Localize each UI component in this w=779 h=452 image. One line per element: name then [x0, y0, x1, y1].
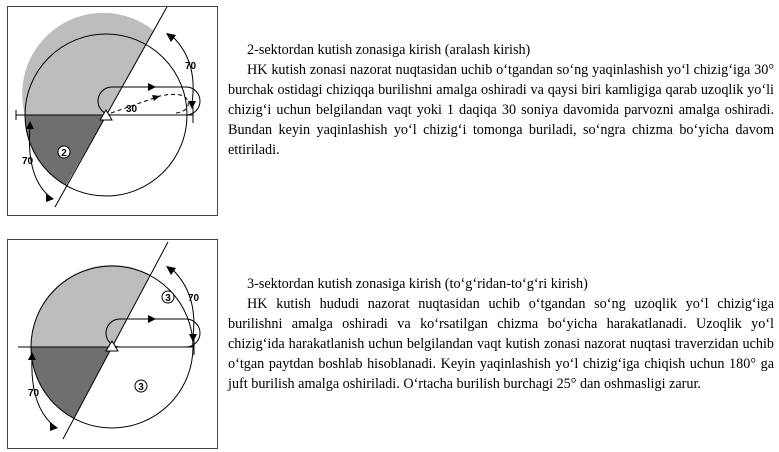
- section-body: HK kutish hududi nazorat nuqtasidan uchib o‘tgandan so‘ng uzoqlik yo‘l chizig‘iga burilishni amalga oshiradi va ko‘rsatilgan chizma bo‘yicha harakatlanadi. Uzoqlik yo‘l chizig‘ida harakatlanish uchun belgilandan vaqt kutish zonasi nazorat nuqtasi traverzidan uchib o‘tgan paytdan boshlab hisoblanadi. Keyin yaqinlashish yo‘l chizig‘iga chiqish uchun 180° ga juft burilish amalga oshiriladi. O‘rtacha burilish burchagi 25° dan oshmasligi zarur.: [228, 296, 774, 392]
- sector-marker-number: 3: [138, 382, 144, 393]
- section-title: 3-sektordan kutish zonasiga kirish (to‘g‘ridan-to‘g‘ri kirish): [247, 276, 588, 292]
- section-sector-3: [228, 274, 774, 394]
- holding-pattern-diagram-2: [8, 240, 217, 448]
- sector-marker-number: 3: [165, 293, 171, 304]
- direction-arrow: [148, 315, 156, 323]
- arc-arrow: [188, 101, 196, 109]
- figure-sector-2-entry: [7, 6, 218, 216]
- direction-arrow: [152, 95, 160, 101]
- sector-light-region: [31, 265, 151, 347]
- figure-sector-3-entry: [7, 239, 218, 449]
- section-title: 2-sektordan kutish zonasiga kirish (aralash kirish): [247, 42, 531, 58]
- label-outbound-time: 70: [188, 293, 200, 304]
- arc-arrow: [46, 193, 54, 202]
- sector-dark-region: [31, 347, 112, 419]
- arc-arrow: [189, 334, 197, 342]
- sector-marker-number: 2: [61, 148, 67, 159]
- label-inbound-time: 70: [22, 156, 34, 167]
- label-turn-angle: 30: [126, 104, 138, 115]
- holding-pattern-diagram-1: [8, 7, 217, 215]
- arc-arrow: [166, 266, 176, 275]
- direction-arrow: [148, 83, 156, 91]
- label-inbound-time: 70: [28, 388, 40, 399]
- sector-light-region: [22, 13, 153, 115]
- section-body: HK kutish zonasi nazorat nuqtasidan uchib o‘tgandan so‘ng yaqinlashish yo‘l chizig‘iga 30° burchak ostidagi chiziqqa burilishni amalga oshiradi va qaysi biri kamligiga qarab uzoqlik yo‘li chizig‘i uchun belgilandan vaqt yoki 1 daqiqa 30 soniya davomida parvozni amalga oshiradi. Bundan keyin yaqinlashish yo‘l chizig‘i tomonga buriladi, so‘ngra chizma bo‘yicha davom ettiriladi.: [228, 62, 774, 158]
- section-sector-2: [228, 40, 774, 160]
- label-outbound-time: 70: [185, 61, 197, 72]
- entry-path-dashed: [111, 94, 188, 113]
- arc-arrow: [166, 33, 176, 42]
- arc-arrow: [50, 422, 58, 431]
